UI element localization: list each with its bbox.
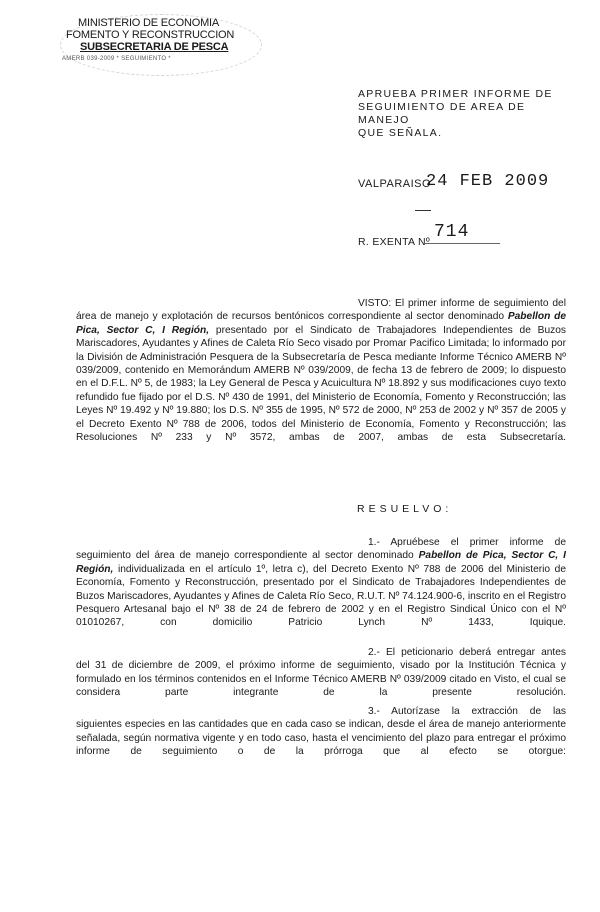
title-line: APRUEBA PRIMER INFORME DE (358, 88, 553, 100)
article-1-lead: 1.- Apruébese el primer informe de seguimiento del área de manejo correspondiente al sector denominado (76, 537, 566, 562)
visto-lead: VISTO: (358, 298, 392, 309)
ministry-name: MINISTERIO DE ECONOMIA (78, 17, 220, 29)
resolution-number: 714 (434, 222, 470, 242)
document-title (358, 88, 568, 140)
subsecretaria-name: SUBSECRETARIA DE PESCA (80, 41, 229, 53)
visto-paragraph (76, 297, 566, 458)
reference-code: AMERB 039-2009 * SEGUIMIENTO * (62, 56, 171, 62)
resuelvo-heading: RESUELVO: (357, 503, 453, 515)
title-line: QUE SEÑALA. (358, 127, 443, 139)
article-1 (76, 536, 566, 643)
article-3: 3.- Autorízase la extracción de las siguientes especies en las cantidades que en cada caso se indican, desde el área de manejo anteriormente señalada, según normativa vigente y en todo caso, hasta el vencimiento del plazo para entregar el próximo informe de seguimiento o de la prórroga que al efecto se otorgue: (76, 706, 566, 758)
article-1-sector: Pabellon de Pica, Sector C, I Región, (76, 550, 566, 575)
ministry-subname: FOMENTO Y RECONSTRUCCION (66, 29, 235, 41)
resolution-label: R. EXENTA Nº (358, 236, 431, 248)
article-2: 2.- El peticionario deberá entregar antes del 31 de diciembre de 2009, el próximo informe de seguimiento, visado por la Institución Técnica y formulado en los términos contenidos en el Informe Técnico AMERB Nº 039/2009 citado en Visto, el cual se considera parte integrante de la presente resolución. (76, 647, 566, 699)
dash-mark (415, 210, 431, 211)
date-stamp: 24 FEB 2009 (426, 172, 550, 191)
article-1-text: individualizada en el artículo 1º, letra c), del Decreto Exento Nº 788 de 2006 del Ministerio de Economía, Fomento y Reconstrucción, presentado por el Sindicato de Trabajadores Independientes de Buzos Mariscadores, Ayudantes y Afines de Caleta Río Seco, R.U.T. Nº 74.124.900-6, inscrito en el Registro Pesquero Artesanal bajo el Nº 38 de 24 de febrero de 2002 y en el Registro Sindical Único con el Nº 01010267, con domicilio Patricio Lynch Nº 1433, Iquique. (76, 563, 566, 629)
place-label: VALPARAISO (358, 178, 432, 190)
visto-text: El primer informe de seguimiento del área de manejo y explotación de recursos bentónicos correspondiente al sector denominado (76, 298, 566, 323)
resolution-underline (424, 243, 500, 244)
title-line: SEGUIMIENTO DE AREA DE MANEJO (358, 101, 526, 126)
visto-sector: Pabellon de Pica, Sector C, I Región, (76, 311, 566, 336)
visto-text-cont: presentado por el Sindicato de Trabajadores Independientes de Buzos Mariscadores, Ayudantes y Afines de Caleta Río Seco visado por Promar Pacifico Limitada; lo informado por la División de Administración Pesquera de la Subsecretaría de Pesca mediante Informe Técnico AMERB Nº 039/2009, contenido en Memorándum AMERB Nº 039/2009, de fecha 13 de febrero de 2009; lo dispuesto en el D.F.L. Nº 5, de 1983; la Ley General de Pesca y Acuicultura Nº 18.892 y sus modificaciones cuyo texto refundido fue fijado por el D.S. Nº 430 de 1991, del Ministerio de Economía, Fomento y Reconstrucción; las Leyes Nº 19.492 y Nº 19.880; los D.S. Nº 355 de 1995, Nº 572 de 2000, Nº 253 de 2002 y Nº 357 de 2005 y el Decreto Exento Nº 788 de 2006, todos del Ministerio de Economía, Fomento y Reconstrucción; las Resoluciones Nº 233 y Nº 3572, ambas de 2007, ambas de esta Subsecretaría. (76, 324, 566, 444)
